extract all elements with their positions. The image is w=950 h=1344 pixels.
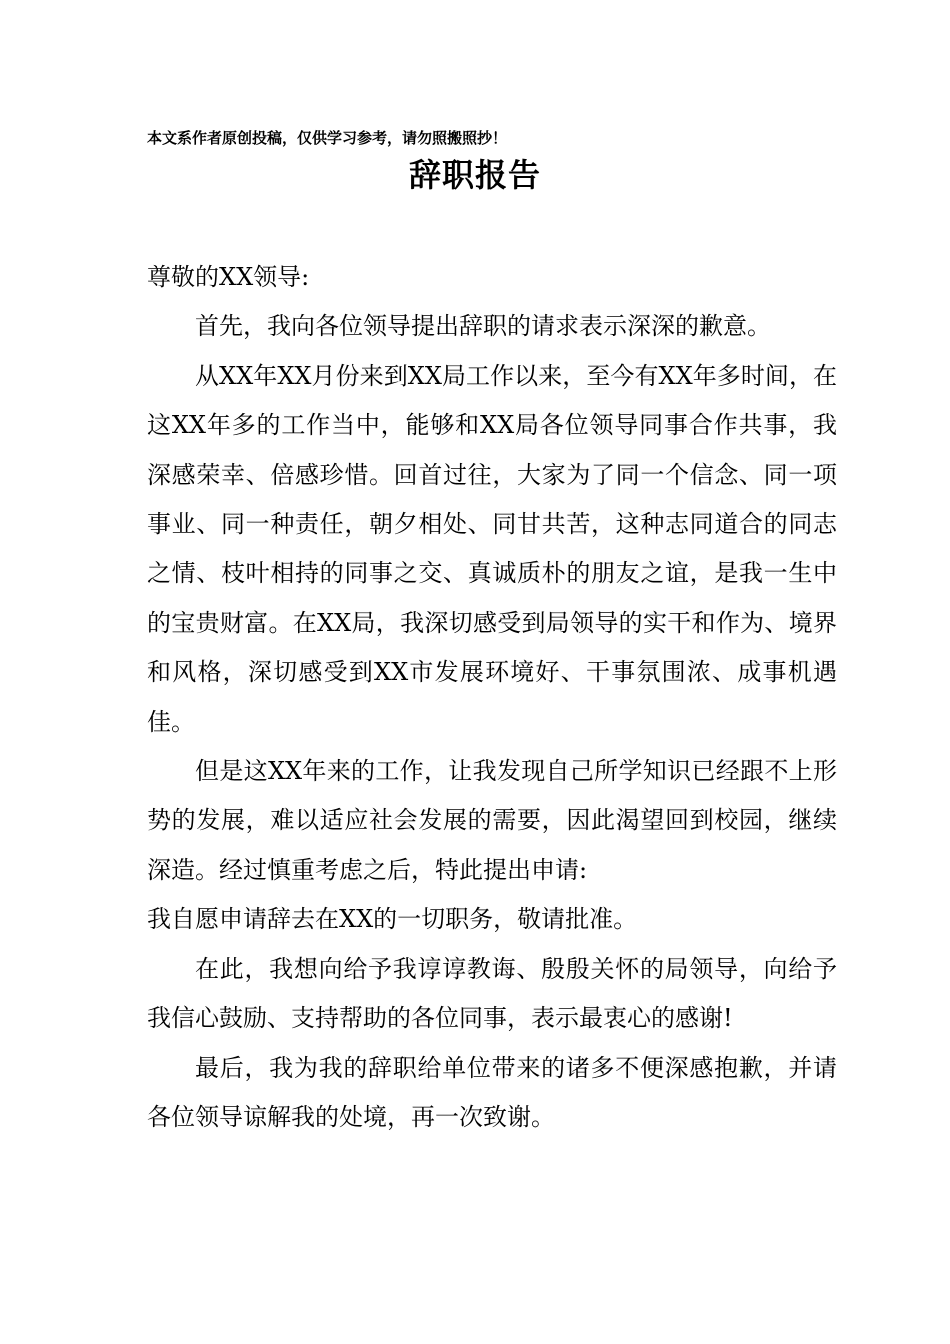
document-title: 辞职报告 xyxy=(408,156,541,194)
salutation: 尊敬的XX领导: xyxy=(147,263,310,291)
paragraph-experience: 从XX年XX月份来到XX局工作以来，至今有XX年多时间，在这XX年多的工作当中，能够和XX局各位领导同事合作共事，我深感荣幸、倍感珍惜。回首过往，大家为了同一个信念、同一项事业、同一种责任，朝夕相处、同甘共苦，这种志同道合的同志之情、枝叶相持的同事之交、真诚质朴的朋友之谊，是我一生中的宝贵财富。在XX局，我深切感受到局领导的实干和作为、境界和风格，深切感受到XX市发展环境好、干事氛围浓、成事机遇佳。 xyxy=(147,361,837,736)
copyright-notice: 本文系作者原创投稿，仅供学习参考，请勿照搬照抄！ xyxy=(147,129,508,147)
paragraph-request: 我自愿申请辞去在XX的一切职务，敬请批准。 xyxy=(147,905,638,934)
paragraph-apology: 首先，我向各位领导提出辞职的请求表示深深的歉意。 xyxy=(195,312,771,341)
document-body xyxy=(147,253,837,1142)
paragraph-thanks: 在此，我想向给予我谆谆教诲、殷殷关怀的局领导，向给予我信心鼓励、支持帮助的各位同事，表示最衷心的感谢! xyxy=(147,954,837,1033)
paragraph-closing: 最后，我为我的辞职给单位带来的诸多不便深感抱歉，并请各位领导谅解我的处境，再一次致谢。 xyxy=(147,1053,837,1131)
paragraph-reason: 但是这XX年来的工作，让我发现自己所学知识已经跟不上形势的发展，难以适应社会发展的需要，因此渴望回到校园，继续深造。经过慎重考虑之后，特此提出申请: xyxy=(147,757,837,884)
